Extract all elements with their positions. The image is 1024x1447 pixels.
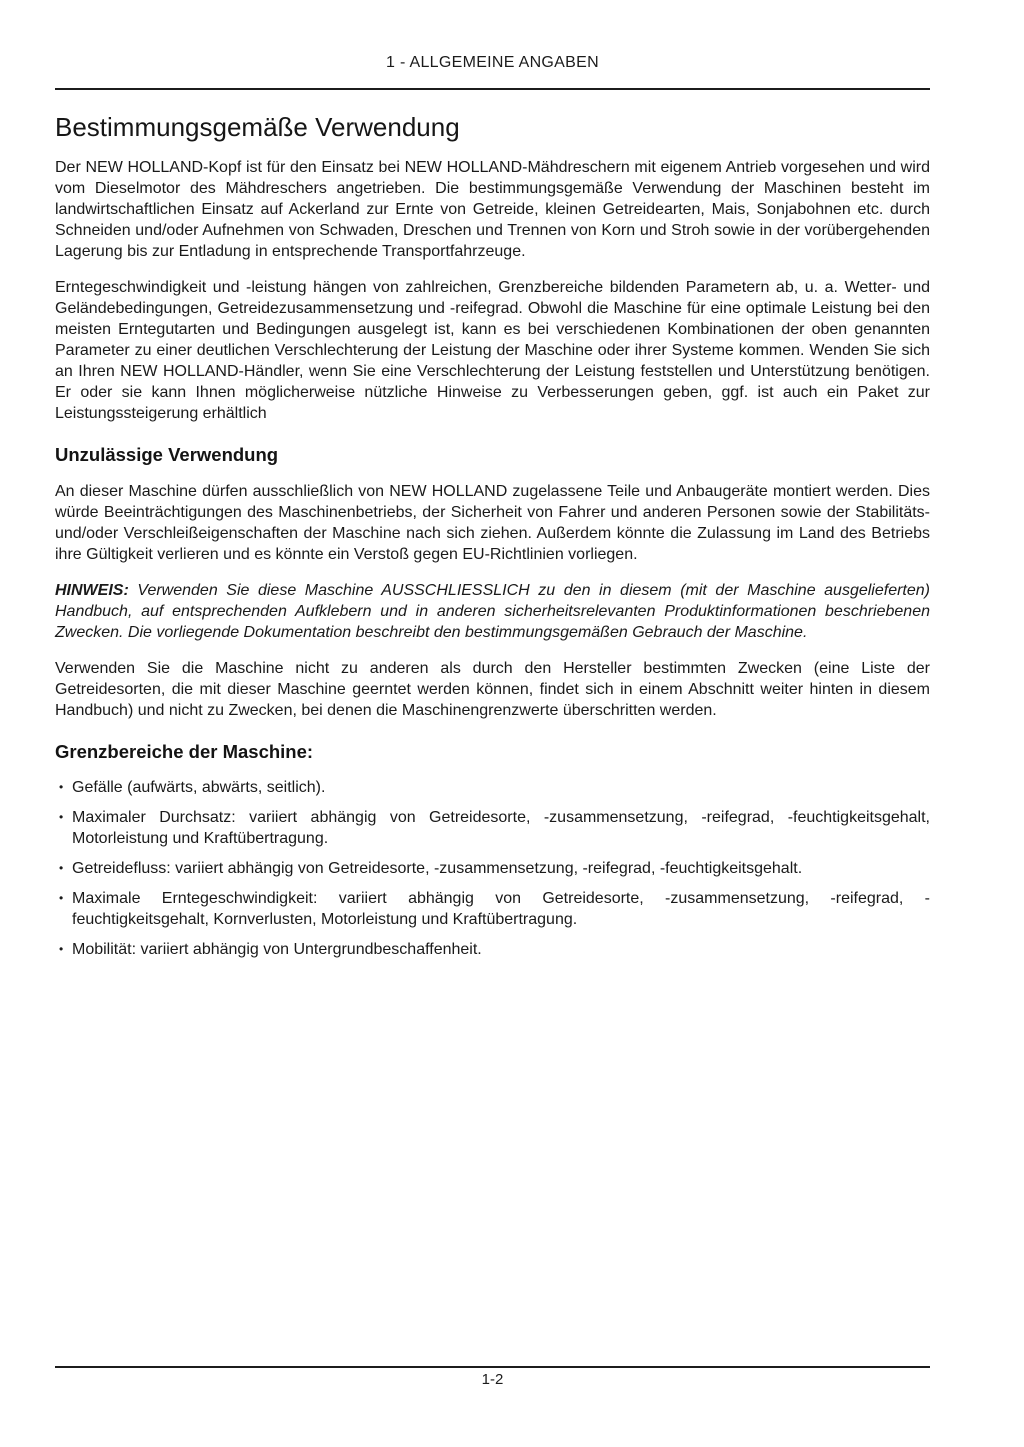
bullet-icon: • (59, 861, 64, 875)
bullet-icon: • (59, 942, 64, 956)
list-item-text: Gefälle (aufwärts, abwärts, seitlich). (72, 779, 326, 796)
note-paragraph (55, 580, 930, 643)
bullet-icon: • (59, 780, 64, 794)
page-footer (55, 1366, 930, 1389)
header-rule (55, 88, 930, 90)
list-item-text: Maximaler Durchsatz: variiert abhängig von Getreidesorte, -zusammensetzung, -reifegrad, -feuchtigkeitsgehalt, Motorleistung und Kraftübertragung. (72, 809, 930, 847)
list-item-text: Mobilität: variiert abhängig von Untergrundbeschaffenheit. (72, 941, 482, 958)
note-label: HINWEIS: (55, 582, 129, 599)
list-item (55, 777, 930, 798)
list-item-text: Getreidefluss: variiert abhängig von Getreidesorte, -zusammensetzung, -reifegrad, -feuchtigkeitsgehalt. (72, 860, 803, 877)
chapter-header: 1 - ALLGEMEINE ANGABEN (386, 54, 599, 71)
unzulaessige-paragraph-2: Verwenden Sie die Maschine nicht zu anderen als durch den Hersteller bestimmten Zwecken (eine Liste der Getreidesorten, die mit dieser Maschine geerntet werden können, findet sich in einem Abschnitt weiter hinten in diesem Handbuch) und nicht zu Zwecken, bei denen die Maschinengrenzwerte überschritten werden. (55, 660, 930, 719)
section-heading-unzulaessige-verwendung: Unzulässige Verwendung (55, 444, 279, 465)
list-item-text: Maximale Erntegeschwindigkeit: variiert abhängig von Getreidesorte, -zusammensetzung, -reifegrad, -feuchtigkeitsgehalt, Kornverlusten, Motorleistung und Kraftübertragung. (72, 890, 930, 928)
section-heading-grenzbereiche: Grenzbereiche der Maschine: (55, 741, 314, 762)
unzulaessige-paragraph: An dieser Maschine dürfen ausschließlich von NEW HOLLAND zugelassene Teile und Anbaugeräte montiert werden. Dies würde Beeinträchtigungen des Maschinenbetriebs, der Sicherheit von Fahrer und anderen Personen sowie der Stabilitäts- und/oder Verschleißeigenschaften der Maschine nach sich ziehen. Außerdem könnte die Zulassung im Land des Betriebs ihre Gültigkeit verlieren und es könnte ein Verstoß gegen EU-Richtlinien vorliegen. (55, 483, 930, 563)
page-title: Bestimmungsgemäße Verwendung (55, 112, 460, 142)
list-item (55, 939, 930, 960)
list-item (55, 888, 930, 930)
list-item (55, 807, 930, 849)
bullet-icon: • (59, 891, 64, 905)
intro-paragraph-1: Der NEW HOLLAND-Kopf ist für den Einsatz bei NEW HOLLAND-Mähdreschern mit eigenem Antrieb vorgesehen und wird vom Dieselmotor des Mähdreschers angetrieben. Die bestimmungsgemäße Verwendung der Maschinen besteht im landwirtschaftlichen Einsatz auf Ackerland zur Ernte von Getreide, kleinen Getreidearten, Mais, Sonjabohnen etc. durch Schneiden und/oder Aufnehmen von Schwaden, Dreschen und Trennen von Korn und Stroh sowie in der vorübergehenden Lagerung bis zur Entladung in entsprechende Transportfahrzeuge. (55, 159, 930, 260)
page-number: 1-2 (481, 1371, 504, 1388)
limits-bullet-list (55, 777, 930, 960)
footer-rule (55, 1366, 930, 1368)
intro-paragraph-2: Erntegeschwindigkeit und -leistung hängen von zahlreichen, Grenzbereiche bildenden Parametern ab, u. a. Wetter- und Geländebedingungen, Getreidezusammensetzung und -reifegrad. Obwohl die Maschine für eine optimale Leistung bei den meisten Erntegutarten und Bedingungen ausgelegt ist, kann es bei verschiedenen Kombinationen der oben genannten Parameter zu einer deutlichen Verschlechterung der Leistung der Maschine oder ihrer Systeme kommen. Wenden Sie sich an Ihren NEW HOLLAND-Händler, wenn Sie eine Verschlechterung der Leistung feststellen und Unterstützung benötigen. Er oder sie kann Ihnen möglicherweise nützliche Hinweise zu Verbesserungen geben, ggf. ist auch ein Paket zur Leistungssteigerung erhältlich (55, 279, 930, 422)
note-text: Verwenden Sie diese Maschine AUSSCHLIESSLICH zu den in diesem (mit der Maschine ausgelieferten) Handbuch, auf entsprechenden Aufklebern und in anderen sicherheitsrelevanten Produktinformationen beschriebenen Zwecken. Die vorliegende Dokumentation beschreibt den bestimmungsgemäßen Gebrauch der Maschine. (55, 582, 931, 641)
list-item (55, 858, 930, 879)
bullet-icon: • (59, 810, 64, 824)
